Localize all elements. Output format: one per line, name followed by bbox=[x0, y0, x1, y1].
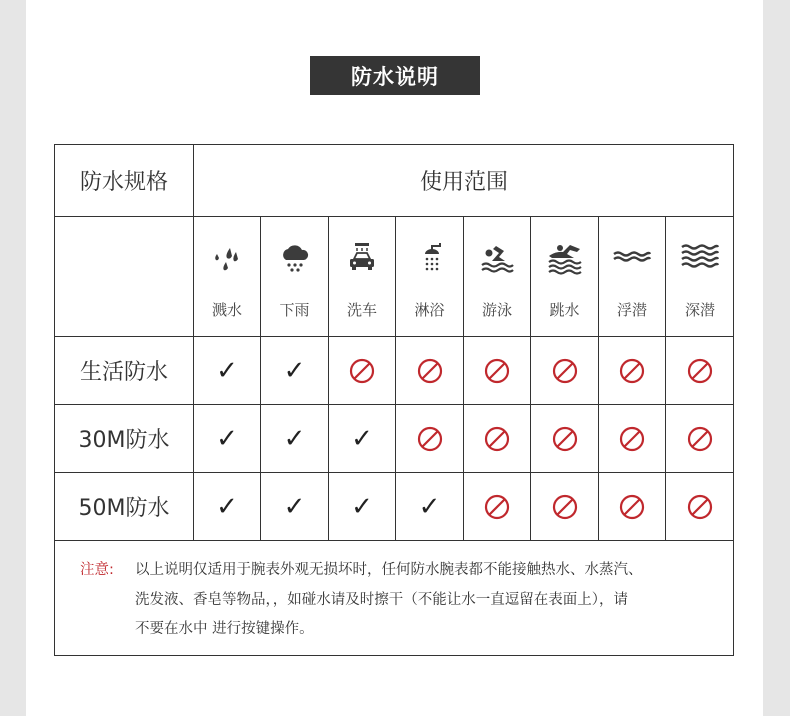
prohibited-icon bbox=[396, 405, 463, 472]
check-mark: ✓ bbox=[351, 423, 373, 454]
activity-label: 游泳 bbox=[481, 300, 512, 319]
check-mark: ✓ bbox=[283, 423, 306, 454]
check-mark: ✓ bbox=[351, 491, 373, 522]
check-mark: ✓ bbox=[283, 355, 306, 386]
prohibited-icon bbox=[329, 337, 395, 404]
activity-label: 深潜 bbox=[684, 300, 715, 319]
activity-label: 淋浴 bbox=[414, 300, 445, 319]
diving-icon bbox=[531, 232, 598, 282]
prohibited-icon bbox=[666, 473, 734, 540]
prohibited-icon bbox=[464, 473, 530, 540]
check-mark: ✓ bbox=[216, 491, 238, 522]
usage-header: 使用范围 bbox=[419, 170, 508, 195]
note bbox=[80, 556, 720, 645]
note-label: 注意: bbox=[80, 562, 114, 578]
prohibited-icon bbox=[464, 337, 530, 404]
note-line: 以上说明仅适用于腕表外观无损坏时，任何防水腕表都不能接触热水、水蒸汽、 bbox=[135, 562, 643, 578]
check-mark: ✓ bbox=[216, 355, 238, 386]
activity-label: 溅水 bbox=[211, 300, 242, 319]
prohibited-icon bbox=[531, 473, 598, 540]
row-label-50m: 50M防水 bbox=[78, 496, 170, 521]
spec-header: 防水规格 bbox=[79, 170, 168, 195]
prohibited-icon bbox=[396, 337, 463, 404]
table-divider bbox=[54, 540, 734, 541]
prohibited-icon bbox=[531, 337, 598, 404]
shower-icon bbox=[396, 232, 463, 282]
page-title: 防水说明 bbox=[310, 56, 480, 95]
check-mark: ✓ bbox=[283, 491, 306, 522]
prohibited-icon bbox=[599, 473, 665, 540]
activity-label: 下雨 bbox=[279, 300, 310, 319]
prohibited-icon bbox=[666, 337, 734, 404]
splash-icon bbox=[194, 232, 260, 282]
swimming-icon bbox=[464, 232, 530, 282]
row-label-30m: 30M防水 bbox=[78, 428, 170, 453]
snorkeling-icon bbox=[599, 232, 665, 282]
prohibited-icon bbox=[666, 405, 734, 472]
prohibited-icon bbox=[531, 405, 598, 472]
note-line: 不要在水中 进行按键操作。 bbox=[135, 621, 314, 637]
note-line: 洗发液、香皂等物品，，如碰水请及时擦干（不能让水一直逗留在表面上），请 bbox=[135, 591, 628, 608]
check-mark: ✓ bbox=[418, 491, 441, 522]
activity-label: 浮潜 bbox=[616, 300, 647, 319]
prohibited-icon bbox=[599, 337, 665, 404]
prohibited-icon bbox=[599, 405, 665, 472]
row-label-daily: 生活防水 bbox=[79, 360, 168, 385]
car-wash-icon bbox=[329, 232, 395, 282]
check-mark: ✓ bbox=[216, 423, 238, 454]
activity-label: 跳水 bbox=[549, 300, 580, 319]
activity-label: 洗车 bbox=[346, 300, 377, 319]
prohibited-icon bbox=[464, 405, 530, 472]
table-divider bbox=[54, 216, 734, 217]
deep-diving-icon bbox=[666, 232, 734, 282]
rain-icon bbox=[261, 232, 328, 282]
